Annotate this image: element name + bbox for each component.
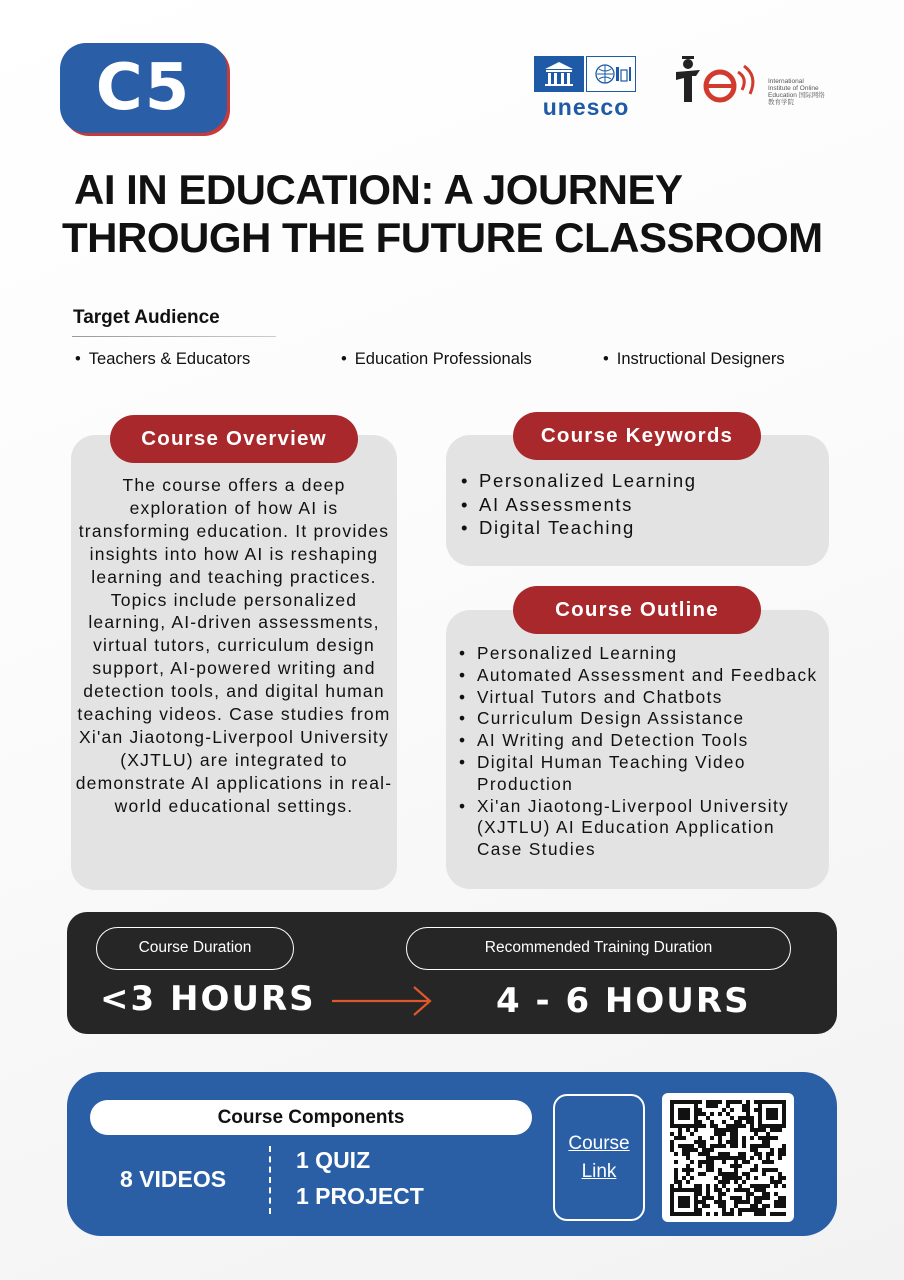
keyword-item: • Personalized Learning: [460, 469, 697, 493]
keywords-heading: Course Keywords: [513, 412, 761, 460]
keywords-list: [460, 469, 697, 540]
title-line-2: THROUGH THE FUTURE CLASSROOM: [62, 214, 823, 261]
components-divider: [269, 1146, 271, 1214]
project-count: 1 PROJECT: [296, 1183, 424, 1209]
outline-item: • Curriculum Design Assistance: [458, 708, 818, 730]
outline-item: • Automated Assessment and Feedback: [458, 665, 818, 687]
outline-item: • AI Writing and Detection Tools: [458, 730, 818, 752]
course-duration-value: <3 HOURS: [100, 979, 316, 1019]
videos-count: 8 VIDEOS: [120, 1166, 227, 1192]
audience-item: • Teachers & Educators: [75, 350, 250, 369]
outline-item: • Digital Human Teaching Video Production: [458, 752, 818, 796]
outline-item: • Virtual Tutors and Chatbots: [458, 687, 818, 709]
audience-heading: Target Audience: [73, 307, 220, 328]
components-heading: Course Components: [90, 1100, 532, 1135]
outline-item: • Xi'an Jiaotong-Liverpool University (XJTLU) AI Education Application Case Studies: [458, 796, 818, 861]
course-link[interactable]: Course Link: [568, 1132, 630, 1182]
recommended-duration-label: Recommended Training Duration: [406, 927, 791, 970]
iioe-logo-icon: [672, 52, 772, 112]
audience-item: • Education Professionals: [341, 350, 532, 369]
audience-item: • Instructional Designers: [603, 350, 785, 369]
unesco-wordmark: unesco: [542, 94, 630, 120]
qr-code[interactable]: [662, 1093, 794, 1222]
outline-item: • Personalized Learning: [458, 643, 818, 665]
iioe-caption: International Institute of Online Education 国际网络教育学院: [768, 78, 825, 106]
page-title: [30, 166, 860, 262]
arrow-right-icon: [330, 984, 436, 1018]
course-link-button[interactable]: [553, 1094, 645, 1221]
unesco-temple-icon: [534, 56, 584, 92]
recommended-duration-value: 4 - 6 HOURS: [496, 981, 751, 1021]
quiz-count: 1 QUIZ: [296, 1147, 371, 1173]
overview-text: The course offers a deep exploration of how AI is transforming education. It provides insights into how AI is reshaping learning and teaching practices. Topics include personalized learning, AI-driven assessments, virtual tutors, curriculum design support, AI-powered writing and detection tools, and digital human teaching videos. Case studies from Xi'an Jiaotong-Liverpool University (XJTLU) are integrated to demonstrate AI applications in real-world educational settings.: [75, 475, 393, 816]
audience-divider: [72, 336, 276, 337]
course-duration-label: Course Duration: [96, 927, 294, 970]
qr-code-icon: [662, 1093, 794, 1222]
iioe-logo: [672, 52, 825, 112]
keyword-item: • AI Assessments: [460, 493, 697, 517]
keyword-item: • Digital Teaching: [460, 516, 697, 540]
course-code: C5: [95, 51, 192, 125]
unesco-logo: [532, 56, 640, 122]
title-line-1: AI IN EDUCATION: A JOURNEY: [74, 166, 683, 213]
iioe-emblem-icon: [586, 56, 636, 92]
outline-list: [458, 643, 818, 861]
outline-heading: Course Outline: [513, 586, 761, 634]
overview-heading: Course Overview: [110, 415, 358, 463]
course-code-badge: [60, 43, 227, 133]
